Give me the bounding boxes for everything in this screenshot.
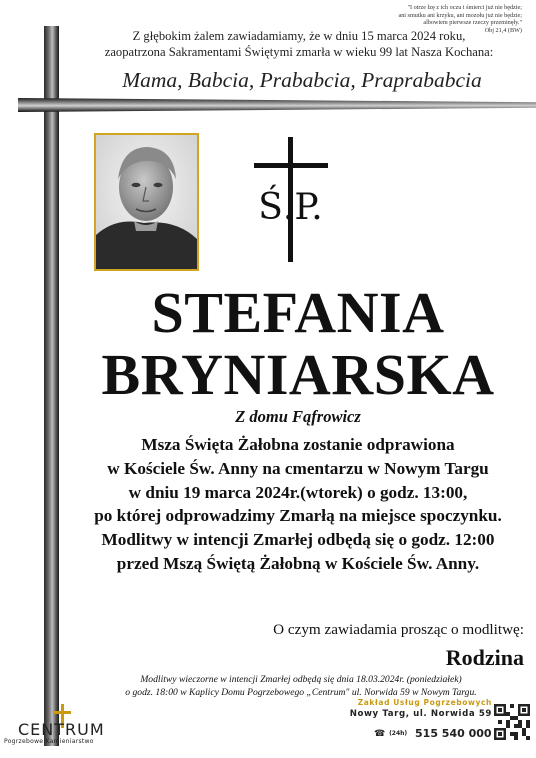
intro-line-2: zaopatrzona Sakramentami Świętymi zmarła w wieku 99 lat Nasza Kochana: [104,45,494,59]
phone-icon: ☎ [374,729,386,739]
signature: Rodzina [445,645,524,670]
sp-text: Ś.P. [258,187,323,228]
intro-line-1: Z głębokim żalem zawiadamiamy, że w dniu 15 marca 2024 roku, [132,29,466,43]
quote-line: ani smutku ani krzyku, ani mozołu już nie będzie; [398,11,522,19]
closing-line: O czym zawiadamia prosząc o modlitwę: [273,621,524,638]
deceased-last-name: BRYNIARSKA [101,342,495,407]
logo-subtitle: Pogrzebowe Kamieniarstwo [4,738,94,745]
ceremony-line: przed Mszą Świętą Żałobną w Kościele Św. Anny. [116,553,480,573]
sp-cross-mark [248,137,334,262]
maiden-name: Z domu Fąfrowicz [235,407,361,426]
ceremony-line: Modlitwy w intencji Zmarłej odbędą się o godz. 12:00 [101,530,495,550]
phone-line [374,727,492,740]
cross-vertical-beam [44,26,59,746]
ceremony-details [60,433,536,576]
phone-prefix: (24h) [389,730,408,737]
ceremony-line: w dniu 19 marca 2024r.(wtorek) o godz. 13:00, [128,482,468,502]
small-cross-icon [248,137,334,262]
evening-line-2: o godz. 18:00 w Kaplicy Domu Pogrzebowego „Centrum" ul. Norwida 59 w Nowym Targu. [125,687,477,698]
portrait-image [96,135,197,269]
ceremony-line: po której odprowadzimy Zmarłą na miejsce spoczynku. [94,506,502,526]
cross-horizontal-beam [18,98,536,112]
deceased-first-name: STEFANIA [151,280,445,345]
quote-line: albowiem pierwsze rzeczy przeminęły." [423,19,522,27]
company-address: Nowy Targ, ul. Norwida 59 [349,709,492,719]
logo-text: CENTRUM [18,720,105,739]
evening-line-1: Modlitwy wieczorne w intencji Zmarłej odbędą się dnia 18.03.2024r. (poniedziałek) [140,674,462,685]
quote-source: Obj 21,4 (BW) [484,26,522,34]
deceased-photo [94,133,199,271]
intro-text [74,28,524,60]
funeral-home-info [300,698,492,719]
relation-line: Mama, Babcia, Prababcia, Praprababcia [122,68,482,92]
qr-code-icon[interactable] [494,704,530,740]
ceremony-line: w Kościele Św. Anny na cmentarzu w Nowym Targu [107,458,489,478]
ceremony-line: Msza Święta Żałobna zostanie odprawiona [141,435,455,454]
phone-number[interactable]: 515 540 000 [415,727,492,740]
company-name: Zakład Usług Pogrzebowych [357,698,492,707]
evening-prayers-note [78,673,524,699]
quote-line: "I otrze łzę z ich oczu i śmierci już nie będzie; [407,4,522,11]
